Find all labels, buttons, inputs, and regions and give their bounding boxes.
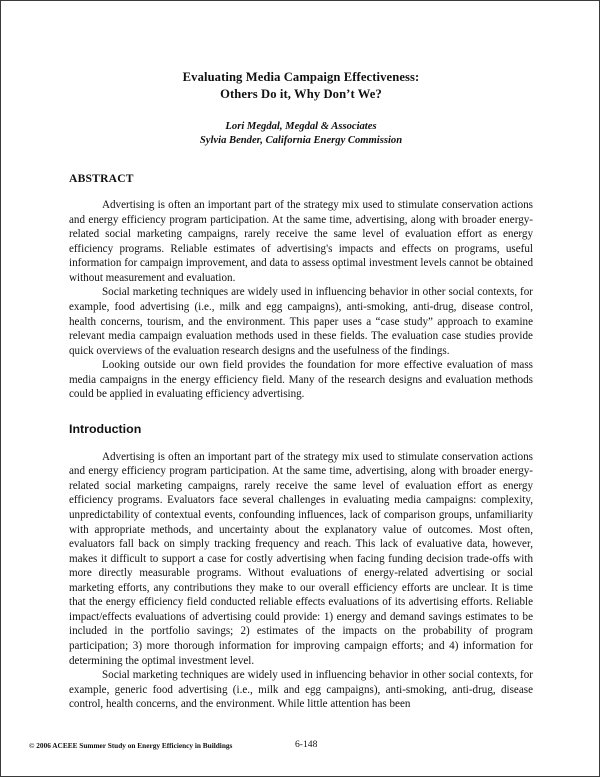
author-list bbox=[69, 120, 533, 147]
title-line-2: Others Do it, Why Don’t We? bbox=[220, 87, 382, 101]
author-1: Lori Megdal, Megdal & Associates bbox=[225, 121, 377, 132]
title-line-1: Evaluating Media Campaign Effectiveness: bbox=[182, 70, 420, 84]
introduction-body bbox=[69, 450, 533, 712]
footer-copyright: © 2006 ACEEE Summer Study on Energy Efficiency in Buildings bbox=[29, 741, 233, 750]
abstract-heading: ABSTRACT bbox=[69, 172, 134, 186]
abstract-paragraph-3: Looking outside our own field provides the foundation for more effective evaluation of mass media campaigns in the energy efficiency field. Many of the research designs and evaluation methods could be applied in evaluating efficiency advertising. bbox=[69, 359, 533, 401]
page-footer bbox=[1, 741, 599, 755]
abstract-body bbox=[69, 198, 533, 402]
page-content bbox=[69, 69, 533, 712]
introduction-paragraph-2: Social marketing techniques are widely used in influencing behavior in other social contexts, for example, generic food advertising (i.e., milk and egg campaigns), anti-smoking, anti-drug, disease control, health concerns, and the environment. While little attention has been bbox=[69, 669, 533, 711]
introduction-heading: Introduction bbox=[69, 421, 142, 436]
footer-page-number: 6-148 bbox=[295, 739, 318, 750]
abstract-paragraph-1: Advertising is often an important part of the strategy mix used to stimulate conservation actions and energy efficiency program participation. At the same time, advertising, along with broader energy-related social marketing campaigns, rarely receive the same level of evaluation effort as energy efficiency programs. Reliable estimates of advertising's impacts and effects on programs, useful information for campaign improvement, and data to assess optimal investment levels cannot be obtained without measurement and evaluation. bbox=[69, 199, 533, 284]
author-2: Sylvia Bender, California Energy Commission bbox=[199, 134, 403, 146]
page-title bbox=[69, 69, 533, 103]
introduction-paragraph-1: Advertising is often an important part of the strategy mix used to stimulate conservation actions and energy efficiency program participation. At the same time, advertising, along with broader energy-related social marketing campaigns, rarely receive the same level of evaluation effort as energy efficiency programs. Evaluators face several challenges in evaluating media campaigns: complexity, unpredictability of contextual events, confounding influences, lack of comparison groups, unfamiliarity with appropriate methods, and uncertainty about the explanatory value of outcomes. Most often, evaluators fall back on simply tracking frequency and reach. This lack of evaluative data, however, makes it difficult to support a case for costly advertising when facing funding decision trade-offs with more directly measurable programs. Without evaluations of energy-related advertising or social marketing efforts, any contributions they make to our overall efficiency efforts are unclear. It is time that the energy efficiency field conducted reliable effects evaluations of its advertising efforts. Reliable impact/effects evaluations of advertising could provide: 1) energy and demand savings estimates to be included in the portfolio savings; 2) estimates of the impacts on the probability of program participation; 3) more thorough information for improving campaign efforts; and 4) information for determining the optimal investment level. bbox=[69, 450, 533, 667]
abstract-paragraph-2: Social marketing techniques are widely used in influencing behavior in other social contexts, for example, food advertising (i.e., milk and egg campaigns), anti-smoking, anti-drug, disease control, health concerns, tourism, and the environment. This paper uses a “case study” approach to examine relevant media campaign evaluation methods used in these fields. The evaluation case studies provide quick overviews of the evaluation research designs and the usefulness of the findings. bbox=[69, 286, 533, 357]
